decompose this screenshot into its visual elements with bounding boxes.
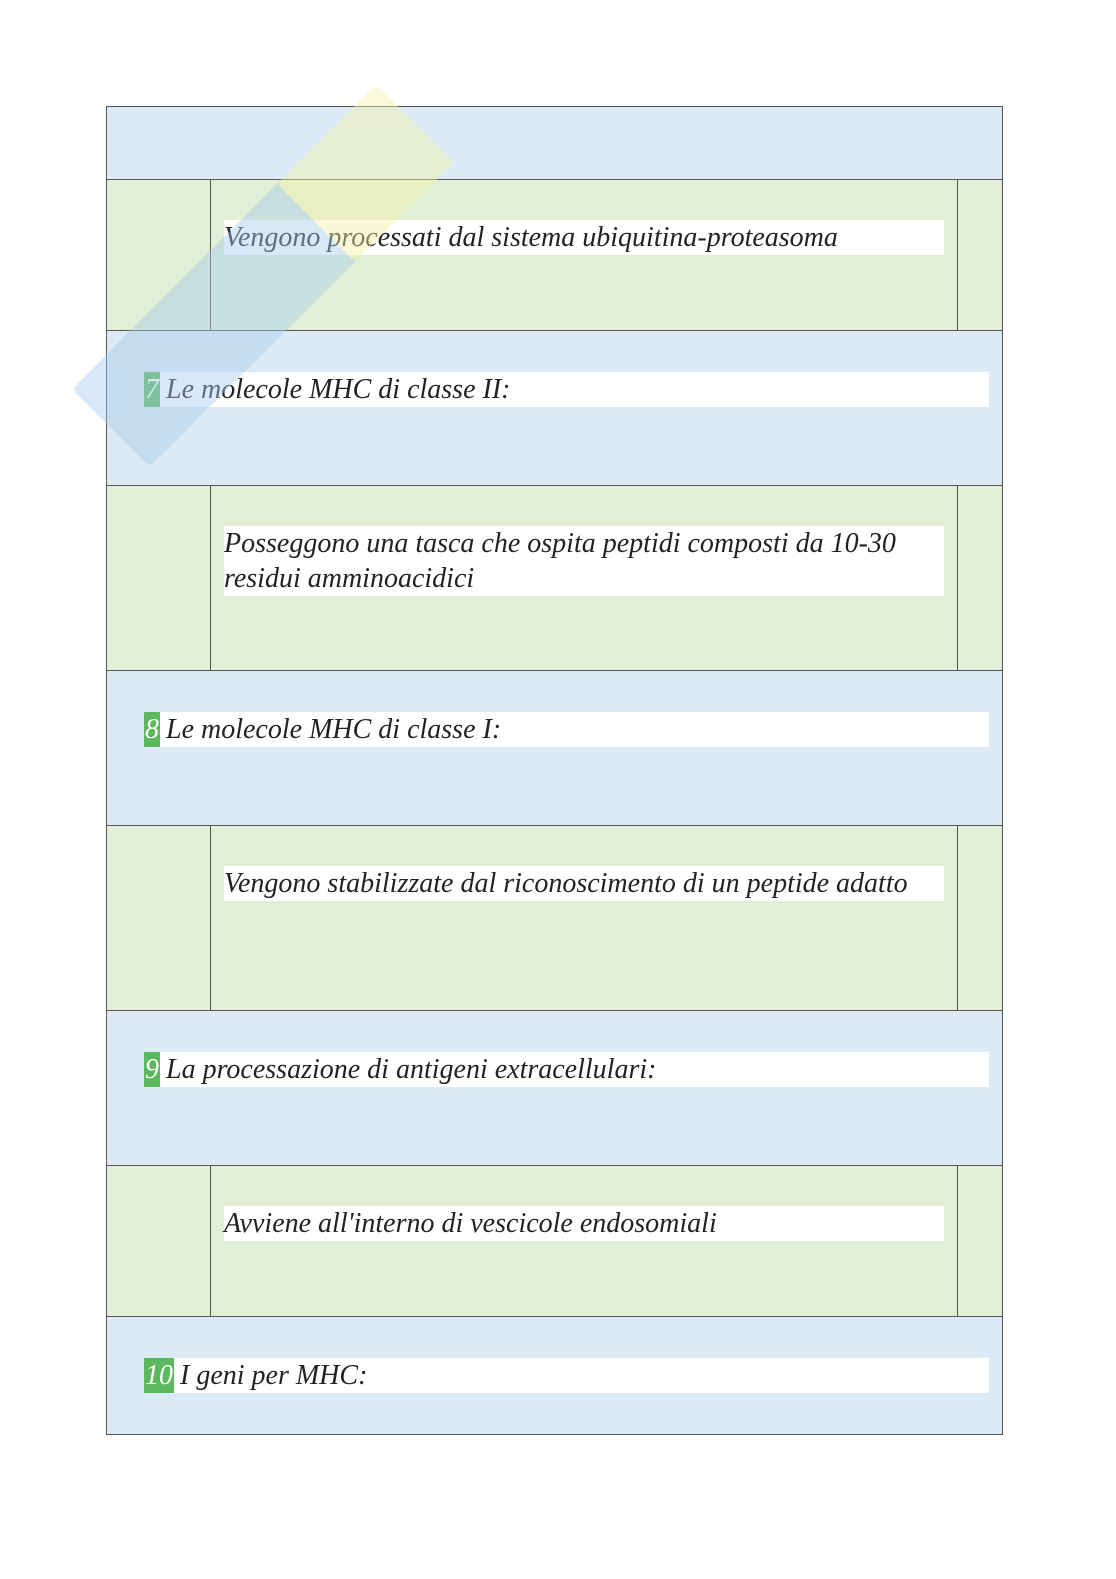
answer-text: Vengono stabilizzate dal riconoscimento di un peptide adatto	[224, 866, 944, 901]
question-number-badge: 10	[145, 1360, 173, 1391]
answer-text: Posseggono una tasca che ospita peptidi composti da 10-30 residui amminoacidici	[224, 526, 944, 596]
quiz-sheet	[106, 106, 1003, 1435]
answer-right-cell	[957, 1166, 1002, 1316]
question-row	[107, 331, 1002, 485]
answer-left-cell	[107, 1166, 211, 1316]
question-line	[144, 712, 989, 747]
answer-left-cell	[107, 826, 211, 1010]
question-row	[107, 1317, 1002, 1434]
top-blank-row	[107, 107, 1002, 179]
question-text: Le molecole MHC di classe II:	[166, 374, 511, 405]
answer-text: Vengono processati dal sistema ubiquitina-proteasoma	[224, 220, 944, 255]
question-row	[107, 1011, 1002, 1165]
question-number-badge: 8	[145, 714, 159, 745]
answer-text: Avviene all'interno di vescicole endosomiali	[224, 1206, 944, 1241]
answer-right-cell	[957, 180, 1002, 330]
question-line	[144, 1052, 989, 1087]
question-text: La processazione di antigeni extracellulari:	[166, 1054, 657, 1085]
answer-right-cell	[957, 486, 1002, 670]
answer-right-cell	[957, 826, 1002, 1010]
question-line	[144, 372, 989, 407]
question-text: Le molecole MHC di classe I:	[166, 714, 502, 745]
answer-row	[107, 179, 1002, 331]
question-text: I geni per MHC:	[180, 1360, 368, 1391]
question-row	[107, 671, 1002, 825]
question-number-badge: 9	[145, 1054, 159, 1085]
answer-left-cell	[107, 180, 211, 330]
answer-row	[107, 825, 1002, 1011]
question-number-badge: 7	[145, 374, 159, 405]
question-line	[144, 1358, 989, 1393]
answer-row	[107, 485, 1002, 671]
answer-left-cell	[107, 486, 211, 670]
answer-row	[107, 1165, 1002, 1317]
